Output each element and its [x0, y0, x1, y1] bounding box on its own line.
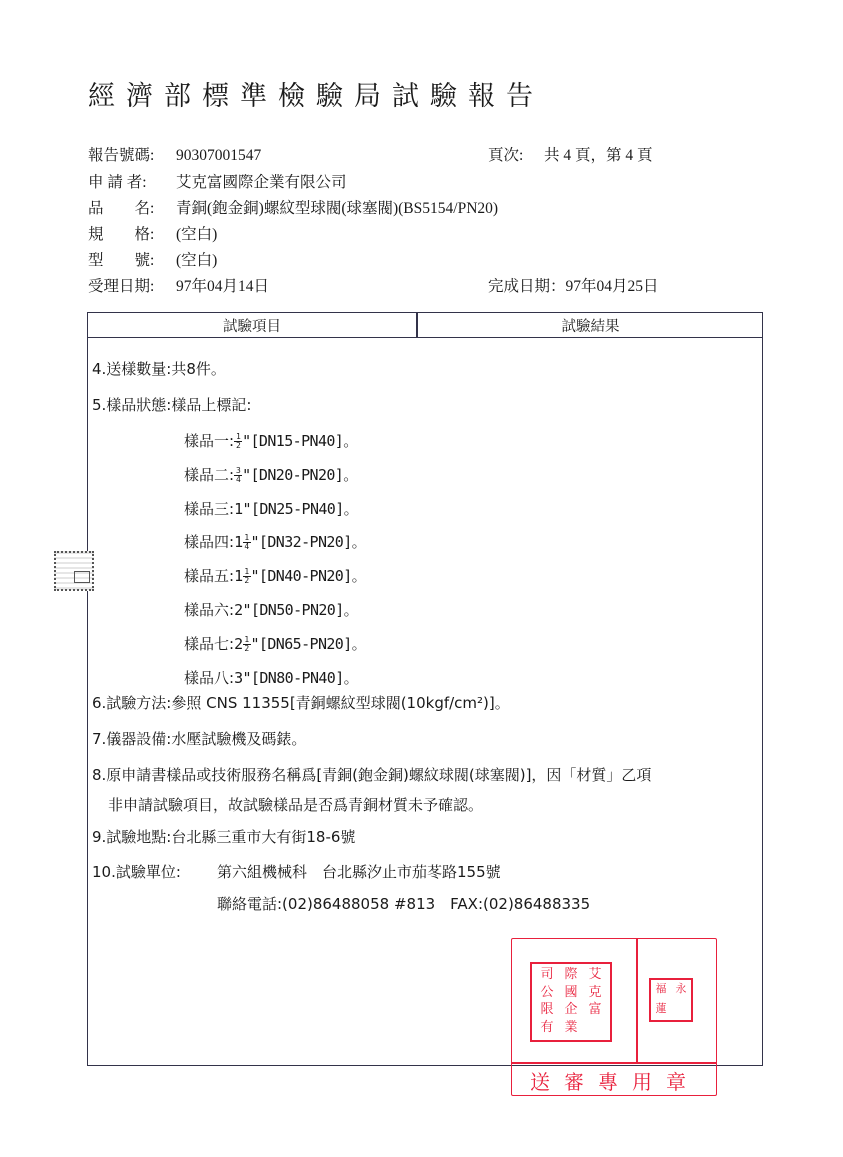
item-sample-condition: 5.樣品狀態:樣品上標記:: [92, 396, 252, 414]
column-header-result: 試驗結果: [561, 319, 620, 335]
report-number: [88, 143, 261, 165]
product-name: [88, 196, 498, 218]
applicant: [88, 170, 347, 192]
sample-item: [184, 565, 366, 586]
item-test-unit-address: 第六組機械科 台北縣汐止市茄苳路155號: [217, 863, 501, 881]
received-date: [88, 274, 269, 296]
report-number-value: 90307001547: [176, 147, 262, 164]
seal-char: 公: [540, 984, 554, 1000]
sample-marking: "[DN20-PN20]。: [242, 465, 358, 484]
sample-size-fraction: $\frac{1}{2}$: [244, 634, 249, 653]
sample-size-whole: 2: [234, 634, 243, 653]
sample-label: 樣品一:: [184, 432, 235, 450]
product-label: 品 名:: [88, 200, 155, 217]
sample-label: 樣品四:: [184, 533, 235, 552]
sample-size-whole: 1: [234, 499, 243, 518]
model-value: (空白): [176, 252, 218, 269]
binding-seal-mark-icon: [74, 571, 90, 583]
sample-marking: "[DN65-PN20]。: [250, 634, 367, 653]
model-label: 型 號:: [88, 252, 155, 269]
seal-char: 企: [564, 1002, 578, 1017]
seal-char: 業: [564, 1019, 578, 1035]
completed-date: [488, 274, 659, 296]
sample-label: 樣品七:: [184, 634, 235, 653]
sample-marking: "[DN25-PN40]。: [242, 499, 359, 518]
sample-item: [184, 498, 358, 519]
product-value: 青銅(鉋金銅)螺紋型球閥(球塞閥)(BS5154/PN20): [176, 200, 499, 217]
stamp-label: 送審專用章: [530, 1070, 700, 1094]
item-test-method: 6.試驗方法:參照 CNS 11355[青銅螺紋型球閥(10kgf/cm²)]。: [92, 694, 510, 712]
page-label: 頁次:: [488, 147, 524, 164]
sample-size-whole: 3: [234, 668, 243, 687]
sample-item: [184, 633, 366, 654]
page-info: [488, 143, 653, 165]
item-sample-quantity: 4.送樣數量:共8件。: [92, 360, 226, 378]
sample-item: [184, 531, 366, 552]
sample-size-whole: 1: [234, 533, 243, 552]
sample-item: [184, 667, 358, 688]
sample-size-whole: 1: [234, 567, 243, 586]
seal-char: 有: [540, 1019, 554, 1035]
seal-char: 司: [540, 967, 554, 982]
spec-value: (空白): [176, 226, 218, 243]
report-number-label: 報告號碼:: [88, 147, 155, 164]
item-note-line1: 8.原申請書樣品或技術服務名稱爲[青銅(鉋金銅)螺紋球閥(球塞閥)]，因「材質」乙項: [92, 766, 652, 784]
seal-char: 艾: [588, 967, 602, 982]
applicant-label: 申 請 者:: [88, 174, 147, 191]
sample-label: 樣品五:: [184, 567, 235, 586]
page-value: 共 4 頁，第 4 頁: [544, 147, 653, 164]
person-seal-icon: [649, 978, 693, 1022]
spec-label: 規 格:: [88, 226, 155, 243]
item-test-unit-contact: 聯絡電話:(02)86488058 #813 FAX:(02)86488335: [217, 895, 591, 913]
sample-item: [184, 464, 358, 485]
report-title: 經濟部標準檢驗局試驗報告: [88, 81, 544, 112]
item-note-line2: 非申請試驗項目，故試驗樣品是否爲青銅材質未予確認。: [108, 796, 484, 814]
seal-char: 富: [588, 1002, 602, 1017]
company-seal-icon: [530, 962, 612, 1042]
seal-char: 克: [588, 984, 602, 1000]
sample-size-fraction: $\frac{1}{4}$: [244, 533, 249, 552]
seal-char: 福: [655, 982, 667, 995]
item-equipment: 7.儀器設備:水壓試驗機及碼錶。: [92, 730, 307, 748]
completed-date-value: 97年04月25日: [565, 278, 659, 295]
seal-char: 永: [675, 982, 687, 995]
applicant-value: 艾克富國際企業有限公司: [176, 174, 347, 191]
sample-size-fraction: $\frac{1}{2}$: [235, 432, 241, 450]
column-header-item: 試驗項目: [223, 319, 281, 335]
sample-label: 樣品三:: [184, 499, 235, 518]
seal-char: 限: [540, 1002, 554, 1017]
seal-char: [583, 1020, 607, 1038]
sample-item: [184, 599, 358, 620]
seal-char: 國: [564, 984, 578, 1000]
sample-size-fraction: $\frac{1}{2}$: [244, 567, 249, 586]
sample-marking: "[DN50-PN20]。: [242, 601, 359, 619]
sample-item: [184, 430, 358, 451]
seal-char: 際: [564, 967, 578, 982]
sample-marking: "[DN15-PN40]。: [242, 432, 358, 450]
model: [88, 248, 217, 270]
received-date-value: 97年04月14日: [176, 278, 270, 295]
sample-size-fraction: $\frac{3}{4}$: [235, 465, 241, 484]
sample-marking: "[DN40-PN20]。: [250, 567, 367, 586]
received-date-label: 受理日期:: [88, 278, 155, 295]
sample-marking: "[DN32-PN20]。: [250, 533, 367, 552]
seal-char: [671, 1000, 691, 1020]
sample-label: 樣品二:: [184, 465, 235, 484]
sample-label: 樣品六:: [184, 601, 235, 619]
sample-label: 樣品八:: [184, 668, 235, 687]
specification: [88, 222, 217, 244]
item-test-location: 9.試驗地點:台北縣三重市大有街18-6號: [92, 828, 356, 846]
item-test-unit-label: 10.試驗單位:: [92, 863, 181, 881]
sample-marking: "[DN80-PN40]。: [242, 668, 359, 687]
stamp-divider-vertical: [636, 938, 638, 1063]
seal-char: 蓮: [655, 1002, 667, 1015]
sample-size-whole: 2: [234, 601, 243, 619]
stamp-divider-horizontal: [511, 1062, 717, 1064]
completed-date-label: 完成日期：: [488, 278, 566, 295]
